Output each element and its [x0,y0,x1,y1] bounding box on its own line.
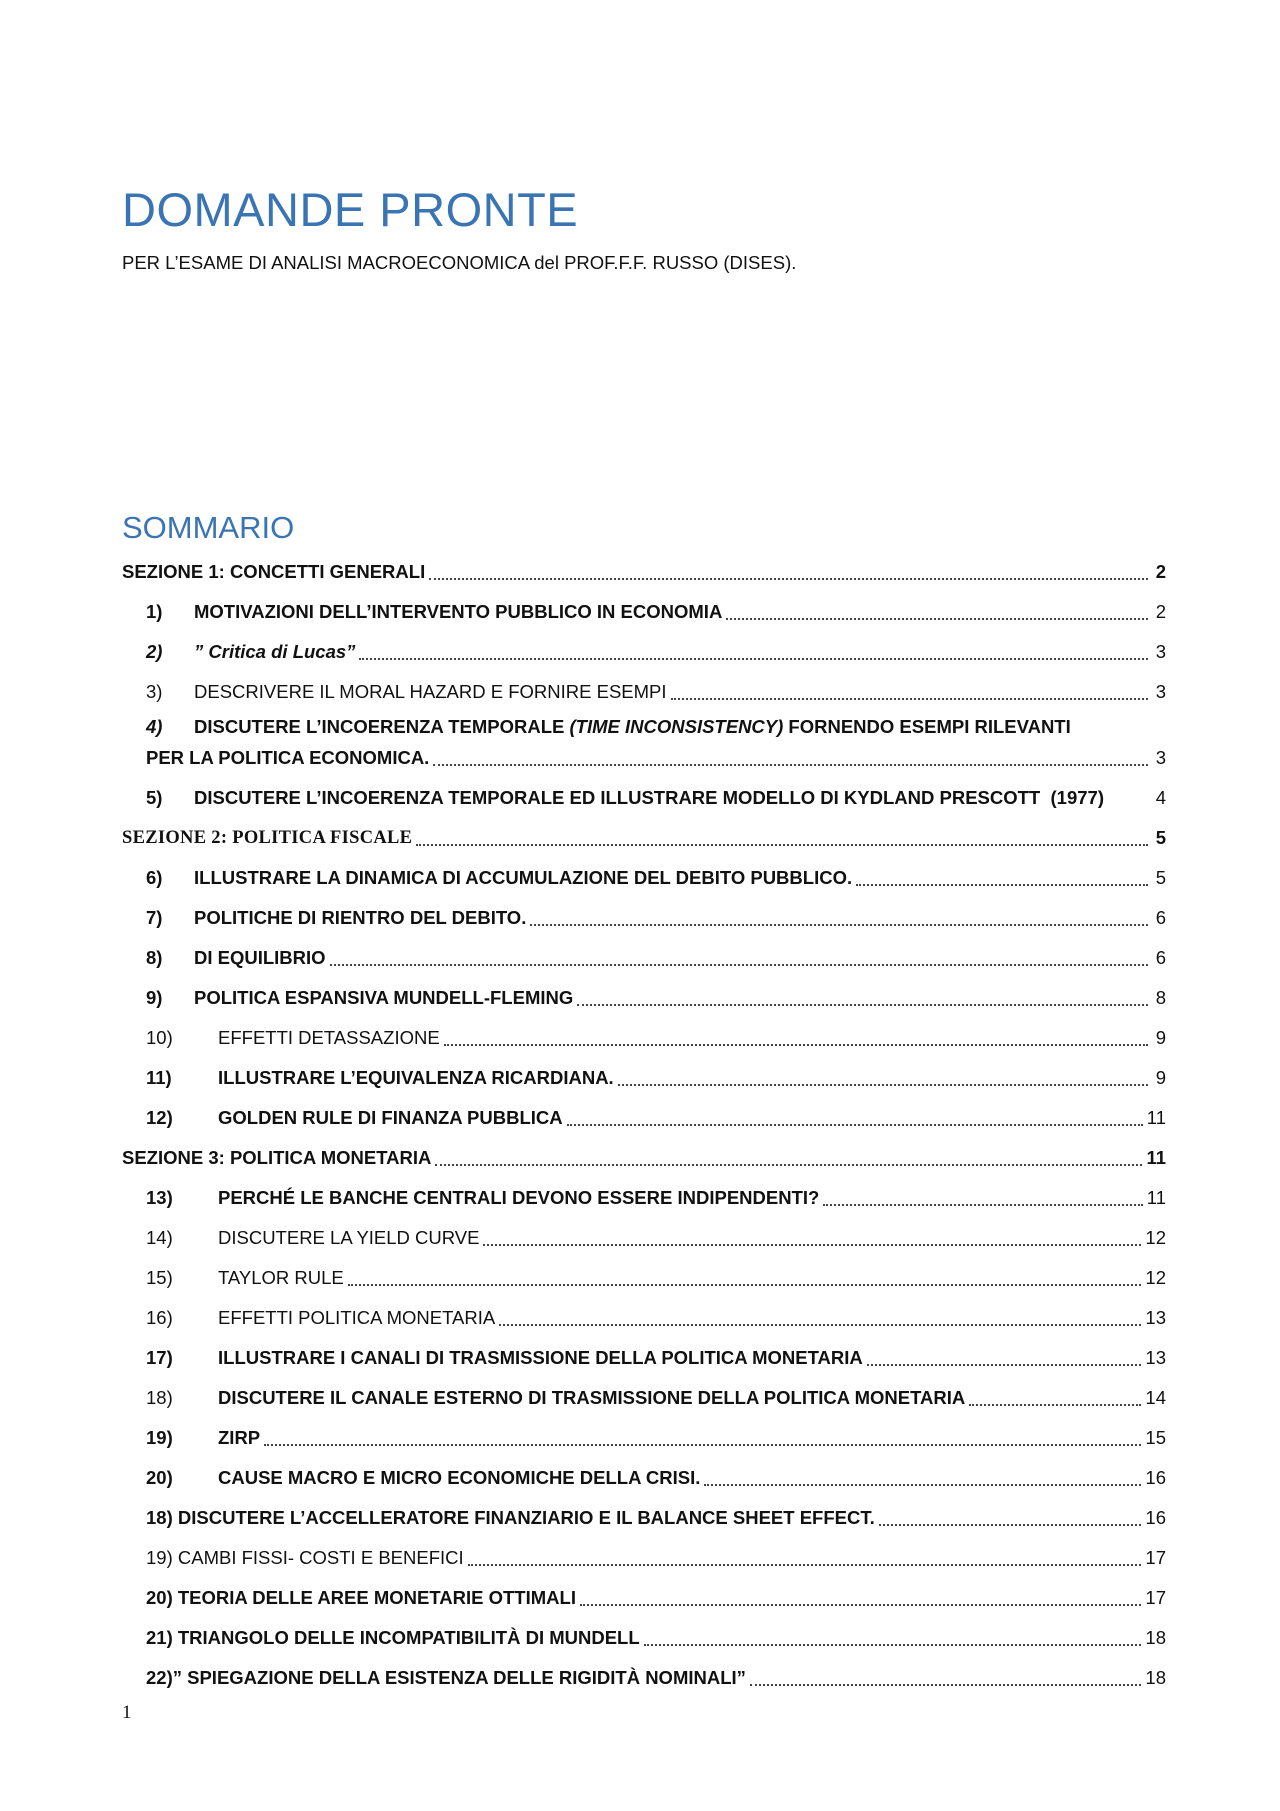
toc-leader-dots [444,1026,1148,1047]
toc-page-number: 3 [1155,747,1166,768]
toc-entry-number: 10) [146,1027,173,1048]
toc-section-2[interactable] [122,818,1166,858]
toc-entry-text: DISCUTERE L’INCOERENZA TEMPORALE ED ILLUSTRARE MODELLO DI KYDLAND PRESCOTT (1977) [194,787,1104,808]
document-subtitle: PER L’ESAME DI ANALISI MACROECONOMICA del PROF.F.F. RUSSO (DISES). [122,252,797,273]
toc-entry-text: ILLUSTRARE I CANALI DI TRASMISSIONE DELLA POLITICA MONETARIA [218,1347,863,1368]
toc-page-number: 12 [1145,1227,1166,1248]
toc-leader-dots [644,1626,1142,1647]
toc-entry-number: 6) [146,867,163,888]
toc-entry-7[interactable] [122,898,1166,938]
toc-page-number: 13 [1145,1347,1166,1368]
toc-section-1[interactable] [122,552,1166,592]
toc-heading: SOMMARIO [122,510,295,545]
toc-page-number: 11 [1146,1107,1166,1128]
toc-entry-24[interactable] [122,1618,1166,1658]
toc-page-number: 11 [1146,1187,1166,1208]
toc-entry-11[interactable] [122,1058,1166,1098]
toc-entry-number: 13) [146,1187,173,1208]
toc-entry-number: 8) [146,947,163,968]
toc-leader-dots [726,600,1148,621]
toc-entry-number: 19) [146,1427,173,1448]
toc-entry-text: DISCUTERE IL CANALE ESTERNO DI TRASMISSIONE DELLA POLITICA MONETARIA [218,1387,966,1408]
toc-page-number: 17 [1145,1547,1166,1568]
toc-leader-dots [264,1426,1141,1447]
toc-entry-text: ” Critica di Lucas” [194,641,356,662]
toc-page-number: 6 [1155,907,1166,928]
toc-entry-23[interactable] [122,1578,1166,1618]
document-title: DOMANDE PRONTE [122,183,579,236]
toc-entry-25[interactable] [122,1658,1166,1698]
toc-entry-text: TAYLOR RULE [218,1267,344,1288]
toc-leader-dots [577,986,1148,1007]
toc-entry-number: 5) [146,787,163,808]
toc-leader-dots [468,1546,1142,1567]
toc-leader-dots [429,560,1148,581]
toc-entry-1[interactable] [122,592,1166,632]
toc-page-number: 3 [1155,641,1166,662]
toc-entry-number: 2) [146,641,163,662]
toc-leader-dots [704,1466,1141,1487]
toc-page-number: 2 [1155,601,1166,622]
toc-entry-text: SEZIONE 2: POLITICA FISCALE [122,827,413,848]
toc-entry-text: EFFETTI POLITICA MONETARIA [218,1307,496,1328]
toc-entry-text: 18) DISCUTERE L’ACCELLERATORE FINANZIARIO E IL BALANCE SHEET EFFECT. [146,1507,875,1528]
toc-leader-dots [856,866,1148,887]
toc-entry-text-italic: (TIME INCONSISTENCY) [569,716,784,737]
toc-leader-dots [435,1146,1142,1167]
toc-entry-22[interactable] [122,1538,1166,1578]
toc-entry-text: CAUSE MACRO E MICRO ECONOMICHE DELLA CRISI. [218,1467,701,1488]
toc-page-number: 15 [1145,1427,1166,1448]
toc-entry-19[interactable] [122,1418,1166,1458]
toc-page-number: 16 [1145,1507,1166,1528]
toc-entry-number: 18) [146,1387,173,1408]
toc-entry-number: 12) [146,1107,173,1128]
toc-entry-number: 17) [146,1347,173,1368]
toc-entry-text: DESCRIVERE IL MORAL HAZARD E FORNIRE ESEMPI [194,681,667,702]
toc-entry-text: POLITICHE DI RIENTRO DEL DEBITO. [194,907,527,928]
toc-page-number: 3 [1155,681,1166,702]
toc-entry-number: 16) [146,1307,173,1328]
toc-entry-12[interactable] [122,1098,1166,1138]
toc-entry-number: 14) [146,1227,173,1248]
toc-entry-number: 11) [146,1067,172,1088]
toc-entry-text: GOLDEN RULE DI FINANZA PUBBLICA [218,1107,563,1128]
toc-entry-16[interactable] [122,1298,1166,1338]
toc-leader-dots [567,1106,1143,1127]
toc-page-number: 11 [1146,1147,1166,1168]
toc-entry-18[interactable] [122,1378,1166,1418]
toc-entry-number: 15) [146,1267,173,1288]
toc-entry-14[interactable] [122,1218,1166,1258]
toc-page-number: 6 [1155,947,1166,968]
toc-entry-number: 4) [146,716,163,737]
toc-entry-3[interactable] [122,672,1166,712]
page-number: 1 [122,1702,132,1723]
toc-entry-text-line2: PER LA POLITICA ECONOMICA. [146,747,430,768]
toc-page-number: 14 [1145,1387,1166,1408]
toc-page-number: 13 [1145,1307,1166,1328]
toc-entry-text: ILLUSTRARE LA DINAMICA DI ACCUMULAZIONE DEL DEBITO PUBBLICO. [194,867,853,888]
toc-page-number: 9 [1155,1067,1166,1088]
toc-entry-number: 20) [146,1467,173,1488]
toc-leader-dots [499,1306,1141,1327]
toc-entry-2[interactable] [122,632,1166,672]
toc-entry-text: DISCUTERE L’INCOERENZA TEMPORALE [194,716,570,737]
toc-leader-dots [823,1186,1142,1207]
toc-leader-dots [671,680,1148,701]
toc-entry-text: 21) TRIANGOLO DELLE INCOMPATIBILITÀ DI MUNDELL [146,1627,640,1648]
toc-leader-dots [867,1346,1142,1367]
toc-page-number: 2 [1155,561,1166,582]
toc-leader-dots [359,640,1148,661]
toc-entry-number: 9) [146,987,163,1008]
toc-leader-dots [330,946,1148,967]
toc-page-number: 18 [1145,1627,1166,1648]
toc-section-3[interactable] [122,1138,1166,1178]
toc-entry-5[interactable] [122,778,1166,818]
toc-entry-text: EFFETTI DETASSAZIONE [218,1027,440,1048]
toc-entry-text: SEZIONE 1: CONCETTI GENERALI [122,561,426,582]
toc-entry-text: PERCHÉ LE BANCHE CENTRALI DEVONO ESSERE INDIPENDENTI? [218,1187,820,1208]
toc-page-number: 8 [1155,987,1166,1008]
toc-entry-text: 19) CAMBI FISSI- COSTI E BENEFICI [146,1547,464,1568]
toc-leader-dots [879,1506,1142,1527]
toc-leader-dots [530,906,1148,927]
toc-entry-text: MOTIVAZIONI DELL’INTERVENTO PUBBLICO IN ECONOMIA [194,601,723,622]
toc-entry-6[interactable] [122,858,1166,898]
toc-leader-dots [580,1586,1141,1607]
toc-leader-dots [416,826,1148,847]
toc-entry-15[interactable] [122,1258,1166,1298]
toc-entry-13[interactable] [122,1178,1166,1218]
toc-entry-text: ZIRP [218,1427,261,1448]
toc-page-number: 4 [1155,787,1166,808]
toc-entry-number: 3) [146,681,163,702]
toc-leader-dots [433,746,1148,767]
toc-entry-text-cont: FORNENDO ESEMPI RILEVANTI [783,716,1071,737]
toc-entry-text: 20) TEORIA DELLE AREE MONETARIE OTTIMALI [146,1587,576,1608]
toc-page-number: 16 [1145,1467,1166,1488]
toc-page-number: 5 [1155,867,1166,888]
toc-page-number: 18 [1145,1667,1166,1688]
toc-leader-dots [618,1066,1148,1087]
toc-page-number: 12 [1145,1267,1166,1288]
toc-entry-4[interactable] [122,712,1166,778]
toc-entry-text: SEZIONE 3: POLITICA MONETARIA [122,1147,432,1168]
toc-entry-17[interactable] [122,1338,1166,1378]
toc-page-number: 17 [1145,1587,1166,1608]
toc-page-number: 9 [1155,1027,1166,1048]
toc-leader-dots [483,1226,1141,1247]
toc-entry-text: 22)” SPIEGAZIONE DELLA ESISTENZA DELLE RIGIDITÀ NOMINALI” [146,1667,746,1688]
toc-leader-dots [969,1386,1141,1407]
toc-entry-10[interactable] [122,1018,1166,1058]
toc-leader-dots [1104,787,1152,806]
toc-entry-20[interactable] [122,1458,1166,1498]
toc-entry-text: POLITICA ESPANSIVA MUNDELL-FLEMING [194,987,574,1008]
toc-entry-number: 1) [146,601,163,622]
toc-page-number: 5 [1155,827,1166,848]
toc-entry-number: 7) [146,907,163,928]
toc-leader-dots [750,1666,1142,1687]
toc-entry-8[interactable] [122,938,1166,978]
toc-entry-21[interactable] [122,1498,1166,1538]
toc-entry-text: ILLUSTRARE L’EQUIVALENZA RICARDIANA. [218,1067,614,1088]
toc-entry-9[interactable] [122,978,1166,1018]
toc-leader-dots [348,1266,1142,1287]
toc-entry-text: DI EQUILIBRIO [194,947,326,968]
toc-entry-text: DISCUTERE LA YIELD CURVE [218,1227,480,1248]
table-of-contents [122,552,1166,1698]
